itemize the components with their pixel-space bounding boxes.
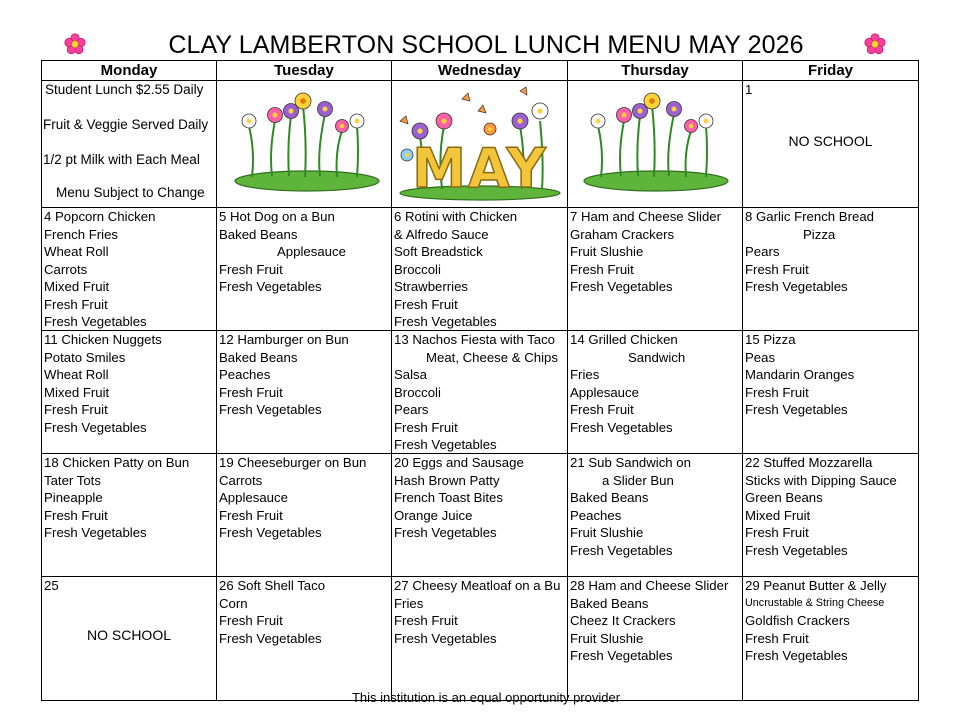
day-number: 1 — [745, 82, 753, 97]
no-school-label: NO SCHOOL — [86, 627, 171, 643]
week-row-5 — [42, 577, 919, 701]
menu-item: Fresh Fruit — [394, 613, 458, 628]
day-header-wednesday: Wednesday — [392, 61, 568, 81]
menu-item: Wheat Roll — [44, 367, 109, 382]
info-cell — [42, 81, 217, 208]
flowers-clipart-cell — [217, 81, 392, 208]
day-entry-title: 14 Grilled Chicken — [570, 332, 678, 347]
day-cell-wednesday — [392, 577, 568, 701]
day-entry-title: 29 Peanut Butter & Jelly — [745, 578, 887, 593]
menu-item: Goldfish Crackers — [745, 613, 850, 628]
menu-item: Pizza — [803, 226, 836, 242]
day-entry-title: 28 Ham and Cheese Slider — [570, 578, 729, 593]
menu-table — [41, 60, 919, 701]
menu-item: Fries — [570, 367, 600, 382]
menu-item: Fresh Fruit — [219, 384, 283, 400]
page-title: CLAY LAMBERTON SCHOOL LUNCH MENU MAY 2026 — [168, 31, 804, 59]
week-row-3 — [42, 331, 919, 454]
menu-item: Mixed Fruit — [44, 384, 110, 400]
menu-item: Fresh Vegetables — [219, 525, 322, 540]
day-cell-thursday — [568, 577, 743, 701]
menu-item: Fresh Fruit — [570, 261, 634, 277]
menu-item: Fresh Vegetables — [570, 279, 673, 294]
menu-item: Fruit Slushie — [570, 525, 644, 540]
day-header-thursday: Thursday — [568, 61, 743, 81]
menu-item: Fresh Vegetables — [44, 419, 147, 435]
info-subject-change: Menu Subject to Change — [56, 185, 205, 200]
menu-item: Carrots — [219, 472, 263, 488]
title-row — [0, 28, 972, 60]
menu-item: Strawberries — [394, 279, 469, 294]
menu-item: Applesauce — [219, 490, 288, 505]
menu-item: Fresh Vegetables — [394, 314, 497, 329]
menu-item: Fresh Fruit — [394, 296, 458, 312]
menu-item: Fresh Fruit — [745, 261, 809, 277]
menu-item: Tater Tots — [44, 472, 101, 488]
menu-item: Fresh Vegetables — [394, 437, 497, 452]
menu-item: Fresh Vegetables — [745, 648, 848, 663]
week-row-2 — [42, 208, 919, 331]
day-entry-title: 27 Cheesy Meatloaf on a Bu — [394, 578, 561, 593]
menu-item: Meat, Cheese & Chips — [426, 349, 558, 365]
day-entry-title: 22 Stuffed Mozzarella — [745, 455, 873, 470]
day-cell-friday — [743, 454, 919, 577]
menu-item: Fruit Slushie — [570, 244, 644, 259]
menu-item: Orange Juice — [394, 507, 473, 523]
flowers-clipart-image — [568, 81, 743, 202]
flowers-clipart-cell-2 — [568, 81, 743, 208]
info-milk: 1/2 pt Milk with Each Meal — [43, 152, 200, 167]
day-entry-title: 12 Hamburger on Bun — [219, 332, 349, 347]
menu-item: Fresh Vegetables — [745, 542, 848, 558]
day-cell-tuesday — [217, 331, 392, 454]
menu-item: Fresh Fruit — [219, 261, 283, 277]
menu-item: Fries — [394, 595, 424, 611]
menu-item: Fresh Vegetables — [745, 279, 848, 294]
day-cell-wednesday — [392, 454, 568, 577]
day-cell-friday — [743, 577, 919, 701]
day-entry-title: 19 Cheeseburger on Bun — [219, 455, 367, 470]
menu-item: Fresh Vegetables — [394, 525, 497, 540]
day-cell-may-1 — [743, 81, 919, 208]
menu-item: Fresh Vegetables — [44, 314, 147, 329]
menu-item: & Alfredo Sauce — [394, 226, 489, 242]
menu-item: Baked Beans — [219, 226, 298, 242]
day-cell-monday — [42, 331, 217, 454]
menu-item: Mixed Fruit — [745, 507, 811, 523]
menu-item: Fresh Vegetables — [219, 402, 322, 417]
menu-item: Fresh Fruit — [745, 384, 809, 400]
day-cell-tuesday — [217, 577, 392, 701]
menu-item: Fresh Fruit — [570, 402, 634, 417]
menu-item: Fresh Fruit — [44, 402, 108, 417]
menu-item: Fresh Fruit — [394, 419, 458, 435]
day-entry-title: 8 Garlic French Bread — [745, 209, 874, 224]
info-price: Student Lunch $2.55 Daily — [45, 82, 204, 97]
menu-item: Mixed Fruit — [44, 279, 110, 294]
menu-item: Green Beans — [745, 490, 823, 505]
day-cell-tuesday — [217, 208, 392, 331]
day-cell-thursday — [568, 454, 743, 577]
day-cell-wednesday — [392, 331, 568, 454]
menu-item: Wheat Roll — [44, 244, 109, 259]
day-entry-title: 4 Popcorn Chicken — [44, 209, 156, 224]
menu-item: Fresh Vegetables — [394, 630, 497, 646]
day-entry-title: 21 Sub Sandwich on — [570, 455, 691, 470]
day-entry-title: 5 Hot Dog on a Bun — [219, 209, 335, 224]
menu-item: Fresh Fruit — [745, 630, 809, 646]
menu-item: Fresh Vegetables — [219, 279, 322, 294]
day-cell-friday — [743, 331, 919, 454]
menu-item: French Toast Bites — [394, 490, 503, 505]
menu-item: Fresh Fruit — [44, 296, 108, 312]
flowers-clipart-image — [217, 81, 392, 202]
menu-item: Uncrustable & String Cheese — [745, 596, 885, 609]
menu-item: Peaches — [219, 367, 271, 382]
day-header-row — [42, 61, 919, 81]
day-entry-title: 11 Chicken Nuggets — [44, 332, 162, 347]
day-entry-title: 6 Rotini with Chicken — [394, 209, 518, 224]
menu-item: Mandarin Oranges — [745, 367, 855, 382]
menu-item: Potato Smiles — [44, 349, 126, 365]
may-clipart-image — [392, 81, 568, 202]
menu-item: Hash Brown Patty — [394, 472, 500, 488]
menu-item: Corn — [219, 595, 248, 611]
day-cell-monday — [42, 208, 217, 331]
menu-item: Fresh Fruit — [44, 507, 108, 523]
day-entry-title: 18 Chicken Patty on Bun — [44, 455, 190, 470]
menu-item: Fresh Vegetables — [570, 419, 673, 435]
day-cell-monday — [42, 454, 217, 577]
menu-item: Fresh Vegetables — [570, 542, 673, 558]
menu-item: Fresh Vegetables — [219, 630, 322, 646]
menu-item: Applesauce — [570, 384, 639, 400]
week-row-4 — [42, 454, 919, 577]
day-entry-title: 7 Ham and Cheese Slider — [570, 209, 722, 224]
menu-item: Broccoli — [394, 261, 441, 277]
day-cell-friday — [743, 208, 919, 331]
menu-item: Fresh Fruit — [745, 525, 809, 540]
menu-item: Applesauce — [277, 244, 346, 259]
menu-item: Baked Beans — [570, 595, 649, 611]
menu-item: Sticks with Dipping Sauce — [745, 472, 897, 488]
day-entry-title: 26 Soft Shell Taco — [219, 578, 326, 593]
menu-item: Soft Breadstick — [394, 244, 483, 259]
info-fruit-veggie: Fruit & Veggie Served Daily — [43, 117, 209, 132]
day-cell-tuesday — [217, 454, 392, 577]
menu-item: Fruit Slushie — [570, 630, 644, 646]
week-row-1 — [42, 81, 919, 208]
menu-item: Sandwich — [628, 349, 686, 365]
menu-item: Fresh Vegetables — [44, 525, 147, 540]
menu-item: Pears — [394, 402, 429, 417]
menu-item: Fresh Fruit — [219, 613, 283, 628]
menu-item: Salsa — [394, 367, 427, 382]
day-header-monday: Monday — [42, 61, 217, 81]
menu-item: Carrots — [44, 261, 88, 277]
menu-item: Fresh Vegetables — [745, 402, 848, 417]
may-clipart-cell — [392, 81, 568, 208]
day-cell-thursday — [568, 331, 743, 454]
day-cell-wednesday — [392, 208, 568, 331]
footer-statement: This institution is an equal opportunity provider — [351, 690, 621, 705]
menu-item: Peas — [745, 349, 776, 365]
menu-item: Cheez It Crackers — [570, 613, 676, 628]
no-school-label: NO SCHOOL — [788, 133, 873, 149]
day-header-friday: Friday — [743, 61, 919, 81]
menu-item: Broccoli — [394, 384, 441, 400]
menu-item: Fresh Fruit — [219, 507, 283, 523]
menu-item: Pineapple — [44, 490, 103, 505]
menu-item: Baked Beans — [219, 349, 298, 365]
menu-item: Graham Crackers — [570, 226, 675, 242]
menu-item: French Fries — [44, 226, 119, 242]
day-cell-thursday — [568, 208, 743, 331]
menu-item: a Slider Bun — [602, 472, 674, 488]
menu-item: Peaches — [570, 507, 622, 523]
day-entry-title: 15 Pizza — [745, 332, 796, 347]
day-entry-title: 25 — [44, 578, 59, 593]
day-entry-title: 13 Nachos Fiesta with Taco — [394, 332, 556, 347]
may-clipart-text: MAY — [412, 137, 548, 200]
menu-item: Baked Beans — [570, 490, 649, 505]
menu-item: Fresh Vegetables — [570, 648, 673, 663]
day-cell-monday — [42, 577, 217, 701]
day-entry-title: 20 Eggs and Sausage — [394, 455, 524, 470]
flower-icon — [864, 33, 886, 55]
menu-item: Pears — [745, 244, 780, 259]
day-header-tuesday: Tuesday — [217, 61, 392, 81]
